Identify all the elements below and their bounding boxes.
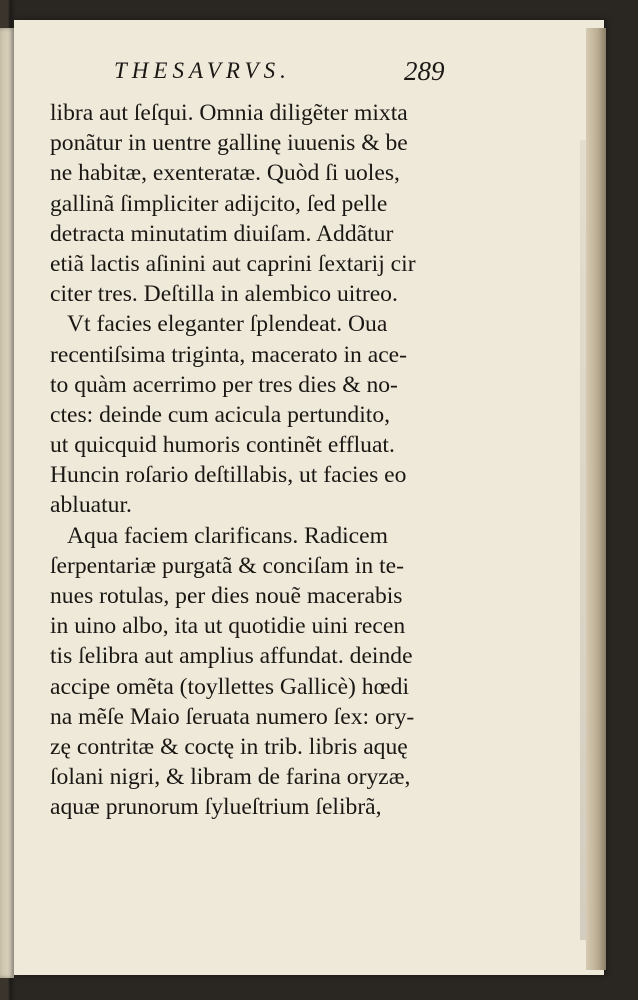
paragraph-start-line: Vt facies eleganter ſplendeat. Oua	[67, 311, 388, 338]
text-line: tis ſelibra aut amplius affundat. deinde	[50, 643, 413, 670]
text-line: etiã lactis aſinini aut caprini ſextarij cir	[50, 250, 416, 277]
body-text	[50, 98, 450, 823]
text-line: aquæ prunorum ſylueſtrium ſelibrã,	[50, 794, 382, 821]
text-line: ponãtur in uentre gallinę iuuenis & be	[50, 130, 408, 157]
running-title: THESAVRVS.	[114, 58, 291, 83]
text-line: ctes: deinde cum acicula pertundito,	[50, 401, 391, 428]
text-line: ne habitæ, exenteratæ. Quòd ſi uoles,	[50, 160, 400, 187]
text-line: nues rotulas, per dies nouẽ macerabis	[50, 583, 403, 609]
facing-page-edge	[0, 28, 14, 978]
text-line: to quàm acerrimo per tres dies & no-	[50, 371, 398, 398]
page-shadow	[580, 140, 586, 940]
text-line: zę contritæ & coctę in trib. libris aquę	[50, 733, 408, 760]
text-line: accipe omẽta (toyllettes Gallicè) hœdi	[50, 673, 409, 700]
text-line: gallinã ſimpliciter adijcito, ſed pelle	[50, 190, 388, 217]
text-line: ſolani nigri, & libram de farina oryzæ,	[50, 764, 411, 791]
text-line: detracta minutatim diuiſam. Addãtur	[50, 220, 394, 247]
text-line: ſerpentariæ purgatã & conciſam in te-	[50, 552, 404, 579]
text-line: recentiſsima triginta, macerato in ace-	[50, 341, 408, 368]
text-line: ut quicquid humoris continẽt effluat.	[50, 432, 395, 459]
text-line: na mẽſe Maio ſeruata numero ſex: ory-	[50, 703, 415, 730]
paragraph-start-line: Aqua faciem clarificans. Radicem	[67, 522, 388, 549]
text-line: libra aut ſeſqui. Omnia diligẽter mixta	[50, 100, 408, 126]
text-line: in uino albo, ita ut quotidie uini recen	[50, 613, 406, 640]
page-header	[114, 52, 454, 92]
text-line: citer tres. Deſtilla in alembico uitreo.	[50, 281, 398, 308]
page-fore-edge	[586, 28, 606, 970]
text-line: abluatur.	[50, 492, 132, 519]
text-line: Huncin roſario deſtillabis, ut facies eo	[50, 462, 407, 489]
page-number: 289	[404, 56, 445, 86]
